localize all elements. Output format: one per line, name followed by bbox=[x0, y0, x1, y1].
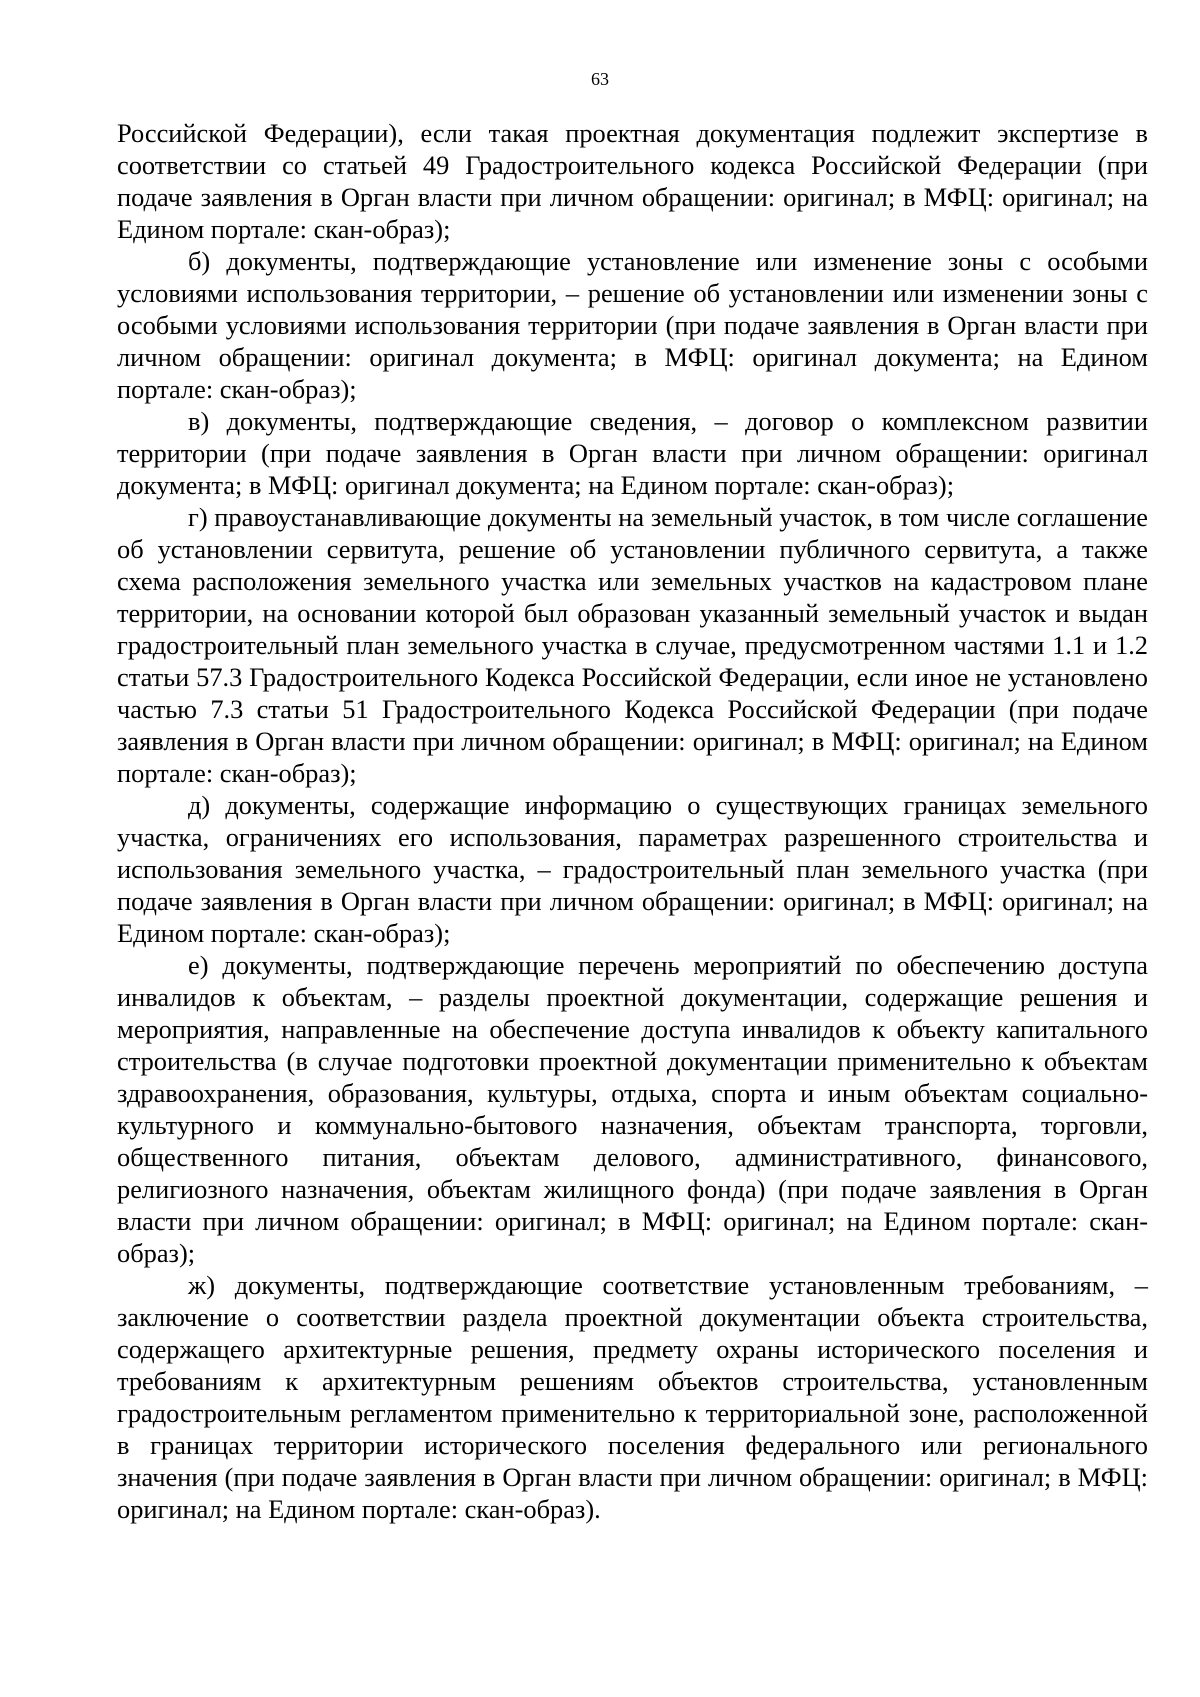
paragraph-continuation: Российской Федерации), если такая проектная документация подлежит экспертизе в соответствии со статьей 49 Градостроительного кодекса Российской Федерации (при подаче заявления в Орган власти при личном обращении: оригинал; в МФЦ: оригинал; на Едином портале: скан-образ); bbox=[117, 118, 1148, 244]
page-number: 63 bbox=[591, 69, 609, 89]
document-body bbox=[117, 117, 1148, 1525]
paragraph-item-zh: ж) документы, подтверждающие соответствие установленным требованиям, – заключение о соответствии раздела проектной документации объекта строительства, содержащего архитектурные решения, предмету охраны исторического поселения и требованиям к архитектурным решениям объектов строительства, установленным градостроительным регламентом применительно к территориальной зоне, расположенной в границах территории исторического поселения федерального или регионального значения (при подаче заявления в Орган власти при личном обращении: оригинал; в МФЦ: оригинал; на Едином портале: скан-образ). bbox=[117, 1270, 1148, 1524]
paragraph-item-b: б) документы, подтверждающие установление или изменение зоны с особыми условиями использования территории, – решение об установлении или изменении зоны с особыми условиями использования территории (при подаче заявления в Орган власти при личном обращении: оригинал документа; в МФЦ: оригинал документа; на Едином портале: скан-образ); bbox=[117, 246, 1148, 404]
paragraph-item-d: д) документы, содержащие информацию о существующих границах земельного участка, ограничениях его использования, параметрах разрешенного строительства и использования земельного участка, – градостроительный план земельного участка (при подаче заявления в Орган власти при личном обращении: оригинал; в МФЦ: оригинал; на Едином портале: скан-образ); bbox=[117, 790, 1148, 948]
paragraph-item-e: е) документы, подтверждающие перечень мероприятий по обеспечению доступа инвалидов к объектам, – разделы проектной документации, содержащие решения и мероприятия, направленные на обеспечение доступа инвалидов к объекту капитального строительства (в случае подготовки проектной документации применительно к объектам здравоохранения, образования, культуры, отдыха, спорта и иным объектам социально-культурного и коммунально-бытового назначения, объектам транспорта, торговли, общественного питания, объектам делового, административного, финансового, религиозного назначения, объектам жилищного фонда) (при подаче заявления в Орган власти при личном обращении: оригинал; в МФЦ: оригинал; на Едином портале: скан-образ); bbox=[117, 950, 1148, 1268]
paragraph-item-v: в) документы, подтверждающие сведения, – договор о комплексном развитии территории (при подаче заявления в Орган власти при личном обращении: оригинал документа; в МФЦ: оригинал документа; на Едином портале: скан-образ); bbox=[117, 406, 1148, 500]
paragraph-item-g: г) правоустанавливающие документы на земельный участок, в том числе соглашение об установлении сервитута, решение об установлении публичного сервитута, а также схема расположения земельного участка или земельных участков на кадастровом плане территории, на основании которой был образован указанный земельный участок и выдан градостроительный план земельного участка в случае, предусмотренном частями 1.1 и 1.2 статьи 57.3 Градостроительного Кодекса Российской Федерации, если иное не установлено частью 7.3 статьи 51 Градостроительного Кодекса Российской Федерации (при подаче заявления в Орган власти при личном обращении: оригинал; в МФЦ: оригинал; на Едином портале: скан-образ); bbox=[117, 502, 1148, 788]
